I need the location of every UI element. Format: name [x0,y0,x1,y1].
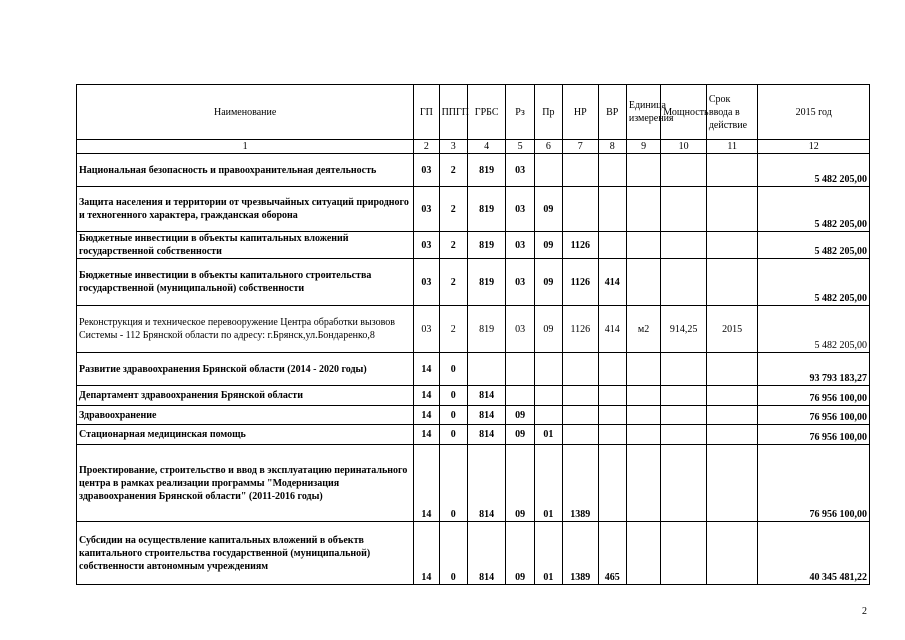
cell-vr [598,425,626,445]
cell-pr [534,353,562,386]
table-row [77,425,870,445]
cell-power: 914,25 [661,306,707,353]
colnum: 6 [534,140,562,154]
cell-vr: 414 [598,306,626,353]
cell-term [706,406,758,425]
cell-nr: 1126 [563,306,598,353]
cell-gp: 03 [414,187,439,232]
cell-amount: 76 956 100,00 [758,425,870,445]
cell-term [706,353,758,386]
table-row [77,306,870,353]
cell-pr: 09 [534,259,562,306]
cell-unit: м2 [626,306,660,353]
cell-grbs: 814 [467,445,505,522]
cell-vr [598,386,626,406]
cell-grbs: 819 [467,187,505,232]
colnum: 7 [563,140,598,154]
cell-ppgp: 0 [439,522,467,585]
cell-rz: 03 [506,187,534,232]
cell-rz: 03 [506,232,534,259]
cell-nr: 1389 [563,445,598,522]
cell-grbs [467,353,505,386]
colnum: 10 [661,140,707,154]
row-name: Департамент здравоохранения Брянской области [77,386,414,406]
cell-amount: 76 956 100,00 [758,445,870,522]
column-numbers-row [77,140,870,154]
row-name: Субсидии на осуществление капитальных вложений в объектв капитального строительства государственной (муниципальной) собственности автономным учреждениям [77,522,414,585]
page-number: 2 [862,606,867,617]
row-name: Бюджетные инвестиции в объекты капитального строительства государственной (муниципальной) собственности [77,259,414,306]
cell-power [661,386,707,406]
header-ppgp: ППГП [439,85,467,140]
row-name: Проектирование, строительство и ввод в эксплуатацию перинатального центра в рамках реализации программы "Модернизация здравоохранения Брянской области" (2011-2016 годы) [77,445,414,522]
cell-unit [626,259,660,306]
cell-vr [598,445,626,522]
header-unit: Единица измерения [626,85,660,140]
cell-nr [563,386,598,406]
cell-gp: 03 [414,232,439,259]
cell-amount: 40 345 481,22 [758,522,870,585]
header-power: Мощность [661,85,707,140]
cell-power [661,522,707,585]
cell-rz: 09 [506,445,534,522]
cell-term [706,445,758,522]
cell-vr [598,187,626,232]
cell-unit [626,154,660,187]
cell-power [661,406,707,425]
cell-power [661,425,707,445]
colnum: 1 [77,140,414,154]
cell-pr: 01 [534,445,562,522]
cell-power [661,445,707,522]
table-row [77,406,870,425]
cell-amount: 93 793 183,27 [758,353,870,386]
row-name: Здравоохранение [77,406,414,425]
cell-grbs: 819 [467,259,505,306]
cell-unit [626,353,660,386]
row-name: Национальная безопасность и правоохранительная деятельность [77,154,414,187]
cell-unit [626,445,660,522]
cell-vr [598,353,626,386]
colnum: 8 [598,140,626,154]
cell-pr [534,386,562,406]
row-name: Бюджетные инвестиции в объекты капитальных вложений государственной собственности [77,232,414,259]
cell-power [661,353,707,386]
cell-amount: 5 482 205,00 [758,259,870,306]
cell-power [661,259,707,306]
cell-unit [626,522,660,585]
cell-term [706,386,758,406]
cell-pr: 09 [534,187,562,232]
cell-pr: 01 [534,425,562,445]
cell-grbs: 814 [467,406,505,425]
table-row [77,154,870,187]
cell-nr [563,425,598,445]
cell-term [706,522,758,585]
cell-gp: 14 [414,425,439,445]
cell-rz: 03 [506,259,534,306]
header-rz: Рз [506,85,534,140]
row-name: Стационарная медицинская помощь [77,425,414,445]
header-nr: НР [563,85,598,140]
cell-ppgp: 0 [439,425,467,445]
cell-grbs: 814 [467,386,505,406]
header-year: 2015 год [758,85,870,140]
cell-rz: 03 [506,154,534,187]
cell-nr: 1126 [563,232,598,259]
cell-amount: 76 956 100,00 [758,386,870,406]
cell-term [706,259,758,306]
cell-unit [626,425,660,445]
cell-gp: 14 [414,445,439,522]
colnum: 11 [706,140,758,154]
cell-unit [626,406,660,425]
cell-amount: 5 482 205,00 [758,232,870,259]
cell-rz: 09 [506,522,534,585]
cell-nr: 1126 [563,259,598,306]
cell-grbs: 814 [467,425,505,445]
colnum: 12 [758,140,870,154]
cell-amount: 5 482 205,00 [758,187,870,232]
cell-grbs: 819 [467,232,505,259]
cell-grbs: 814 [467,522,505,585]
cell-gp: 14 [414,406,439,425]
cell-nr [563,154,598,187]
cell-grbs: 819 [467,306,505,353]
colnum: 2 [414,140,439,154]
cell-unit [626,386,660,406]
budget-table [76,84,870,585]
row-name: Развитие здравоохранения Брянской области (2014 - 2020 годы) [77,353,414,386]
cell-pr: 01 [534,522,562,585]
cell-nr: 1389 [563,522,598,585]
cell-vr [598,406,626,425]
cell-ppgp: 2 [439,154,467,187]
cell-rz [506,386,534,406]
cell-gp: 03 [414,259,439,306]
cell-grbs: 819 [467,154,505,187]
cell-ppgp: 2 [439,259,467,306]
row-name: Реконструкция и техническое перевооружение Центра обработки вызовов Системы - 112 Брянской области по адресу: г.Брянск,ул.Бондаренко,8 [77,306,414,353]
cell-amount: 76 956 100,00 [758,406,870,425]
cell-rz: 09 [506,425,534,445]
cell-gp: 14 [414,353,439,386]
row-name: Защита населения и территории от чрезвычайных ситуаций природного и техногенного характера, гражданская оборона [77,187,414,232]
cell-vr [598,154,626,187]
header-name: Наименование [77,85,414,140]
cell-gp: 14 [414,522,439,585]
cell-power [661,187,707,232]
cell-rz: 03 [506,306,534,353]
cell-unit [626,187,660,232]
header-gp: ГП [414,85,439,140]
cell-ppgp: 0 [439,406,467,425]
cell-term: 2015 [706,306,758,353]
cell-term [706,187,758,232]
cell-nr [563,406,598,425]
cell-gp: 03 [414,154,439,187]
header-vr: ВР [598,85,626,140]
colnum: 4 [467,140,505,154]
cell-ppgp: 0 [439,445,467,522]
colnum: 5 [506,140,534,154]
table-row [77,445,870,522]
cell-ppgp: 0 [439,353,467,386]
cell-power [661,232,707,259]
cell-rz: 09 [506,406,534,425]
cell-term [706,154,758,187]
cell-ppgp: 2 [439,187,467,232]
cell-pr [534,154,562,187]
header-grbs: ГРБС [467,85,505,140]
cell-pr: 09 [534,306,562,353]
table-row [77,187,870,232]
cell-amount: 5 482 205,00 [758,306,870,353]
table-row [77,232,870,259]
cell-unit [626,232,660,259]
colnum: 3 [439,140,467,154]
header-pr: Пр [534,85,562,140]
cell-ppgp: 0 [439,386,467,406]
cell-pr [534,406,562,425]
cell-vr: 465 [598,522,626,585]
header-term: Срок ввода в действие [706,85,758,140]
table-row [77,353,870,386]
header-row [77,85,870,140]
cell-ppgp: 2 [439,306,467,353]
cell-power [661,154,707,187]
table-row [77,386,870,406]
cell-gp: 03 [414,306,439,353]
cell-pr: 09 [534,232,562,259]
cell-term [706,232,758,259]
cell-vr: 414 [598,259,626,306]
table-body [77,154,870,585]
cell-term [706,425,758,445]
cell-gp: 14 [414,386,439,406]
cell-nr [563,353,598,386]
cell-amount: 5 482 205,00 [758,154,870,187]
cell-nr [563,187,598,232]
cell-vr [598,232,626,259]
cell-ppgp: 2 [439,232,467,259]
table-row [77,522,870,585]
table-row [77,259,870,306]
colnum: 9 [626,140,660,154]
cell-rz [506,353,534,386]
